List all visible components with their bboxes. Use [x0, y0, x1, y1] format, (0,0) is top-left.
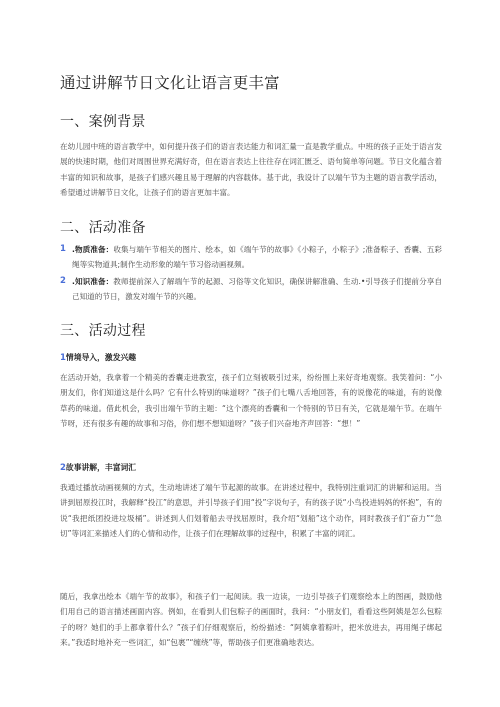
- background-paragraph: 在幼儿园中班的语言教学中，如何提升孩子们的语言表达能力和词汇量一直是教学重点。中班的孩子正处于语言发展的快速时期，他们对周围世界充满好奇，但在语言表达上往往存在词汇匮乏、语句简单等问题。节日文化蕴含着丰富的知识和故事，是孩子们感兴趣且易于理解的内容载体。基于此，我设计了以端午节为主题的语言教学活动，希望通过讲解节日文化，让孩子们的语言更加丰富。: [60, 142, 442, 198]
- item-text: 教师提前深入了解端午节的起源、习俗等文化知识，确保讲解准确、生动.•引导孩子们提前分享自己知道的节日，激发对端午节的兴趣。: [72, 276, 443, 302]
- story-paragraph: 我通过播放动画视频的方式，生动地讲述了端午节起源的故事。在讲述过程中，我特别注重词汇的讲解和运用。当讲到屈原投江时，我解释“投江”的意思，并引导孩子们用“投”字说句子，有的孩子说“小鸟投进妈妈的怀抱”，有的说“我把纸团投进垃圾桶”。讲述到人们划着船去寻找屈原时，我介绍“划船”这个动作，同时教孩子们“奋力”“急切”等词汇来描述人们的心情和动作，让孩子们在理解故事的过程中，积累了丰富的词汇。: [60, 483, 442, 539]
- step-title: 故事讲解，丰富词汇: [65, 463, 137, 472]
- intro-paragraph: 在活动开始，我拿着一个精美的香囊走进教室，孩子们立刻被吸引过来，纷纷围上来好奇地观察。我笑着问：“小朋友们，你们知道这是什么吗？它有什么特别的味道呀？”孩子们七嘴八舌地回答，有的说像花的味道，有的说像草药的味道。借此机会，我引出端午节的主题：“这个漂亮的香囊和一个特别的节日有关，它就是端午节。在端午节呀，还有很多有趣的故事和习俗，你们想不想知道呀？”孩子们兴奋地齐声回答：“想！”: [60, 373, 442, 429]
- section-heading-preparation: 二、活动准备: [60, 220, 146, 236]
- section-heading-background: 一、案例背景: [60, 114, 146, 130]
- step-heading-story: [60, 462, 136, 473]
- preparation-list: [60, 242, 442, 306]
- item-label: .知识准备：: [72, 276, 114, 286]
- document-title: 通过讲解节日文化让语言更丰富: [60, 74, 280, 92]
- item-label: .物质准备：: [72, 245, 114, 254]
- section-heading-process: 三、活动过程: [60, 323, 146, 339]
- picture-book-paragraph: 随后，我拿出绘本《端午节的故事》，和孩子们一起阅读。我一边读，一边引导孩子们观察绘本上的图画，鼓励他们用自己的语言描述画面内容。例如，在看到人们包粽子的画面时，我问：“小朋友们，看看这些阿姨是怎么包粽子的呀？她们的手上都拿着什么？”孩子们仔细观察后，纷纷描述：“阿姨拿着粽叶，把米放进去，再用绳子绑起来。”我适时地补充一些词汇，如“包裹”“缠绕”等，帮助孩子们更准确地表达。: [60, 592, 442, 648]
- preparation-item: [60, 274, 442, 305]
- list-number: 2: [60, 275, 66, 286]
- step-number: 1: [60, 353, 66, 363]
- step-heading-intro: [60, 352, 136, 363]
- item-text: 收集与端午节相关的图片、绘本，如《端午节的故事》《小粽子，小粽子》;准备粽子、香囊、五彩绳等实物道具;制作生动形象的端午节习俗动画视频。: [72, 245, 442, 270]
- step-number: 2: [60, 463, 66, 473]
- list-number: 1: [60, 244, 66, 254]
- preparation-item: [60, 242, 442, 273]
- step-title: 情境导入，激发兴趣: [65, 353, 137, 362]
